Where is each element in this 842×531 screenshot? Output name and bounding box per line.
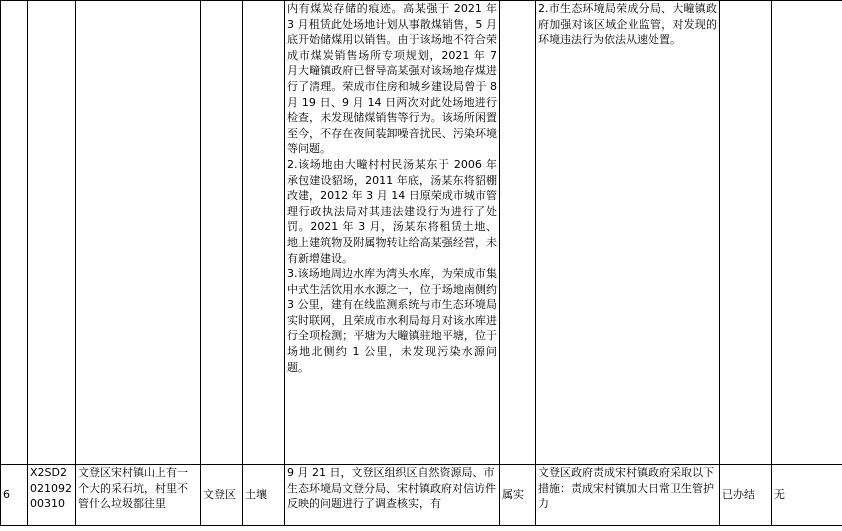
complaint-cell [76,1,201,465]
index-cell [1,1,28,465]
accountability-cell: 无 [772,465,842,526]
table-row [1,465,842,526]
district-cell [201,1,243,465]
index-cell: 6 [1,465,28,526]
status-cell: 已办结 [720,465,772,526]
code-cell: X2SD202109200310 [28,465,76,526]
verdict-cell: 属实 [500,465,536,526]
district-cell: 文登区 [201,465,243,526]
measures-cell [536,1,720,465]
findings-paragraph-2: 2.该场地由大疃村村民汤某东于 2006 年承包建设貂场，2011 年底，汤某东将貂棚改建，2012 年 3 月 14 日原荣成市城市管理行政执法局对其违法建设行为进行了处罚。2021 年 3 月，汤某东将租赁土地、地上建筑物及附属物转让给高某强经营，未有新增建设。 [287,157,497,265]
findings-cell [285,1,500,465]
category-cell [243,1,285,465]
complaint-cell: 文登区宋村镇山上有一个大的采石坑，村里不管什么垃圾都往里 [76,465,201,526]
findings-cell: 9 月 21 日，文登区组织区自然资源局、市生态环境局文登分局、宋村镇政府对信访件反映的问题进行了调查核实，有 [285,465,500,526]
code-cell [28,1,76,465]
measures-paragraph: 2.市生态环境局荣成分局、大疃镇政府加强对该区域企业监管，对发现的环境违法行为依法从速处置。 [538,2,717,47]
findings-paragraph-3: 3.该场地周边水库为湾头水库，为荣成市集中式生活饮用水水源之一，位于场地南侧约 3 公里，建有在线监测系统与市生态环境局实时联网，且荣成市水利局每月对该水库进行全项检测；平塘为大疃镇驻地平塘，位于场地北侧约 1 公里，未发现污染水源问题。 [287,267,497,374]
table-row [1,1,842,465]
status-cell [720,1,772,465]
accountability-cell [772,1,842,465]
measures-cell: 文登区政府责成宋村镇政府采取以下措施：责成宋村镇加大日常卫生管护力 [536,465,720,526]
verdict-cell [500,1,536,465]
findings-paragraph-1: 内有煤炭存储的痕迹。高某强于 2021 年 3 月租赁此处场地计划从事散煤销售，5 月底开始储煤用以销售。由于该场地不符合荣成市煤炭销售场所专项规划，2021 年 7 月大疃镇政府已督导高某强对该场地存煤进行了清理。荣成市住房和城乡建设局曾于 8 月 19 日、9 月 14 日两次对此处场地进行检查，未发现储煤销售等行为。该场所闲置至今，不存在夜间装卸噪音扰民、污染环境等问题。 [287,2,497,156]
category-cell: 土壤 [243,465,285,526]
